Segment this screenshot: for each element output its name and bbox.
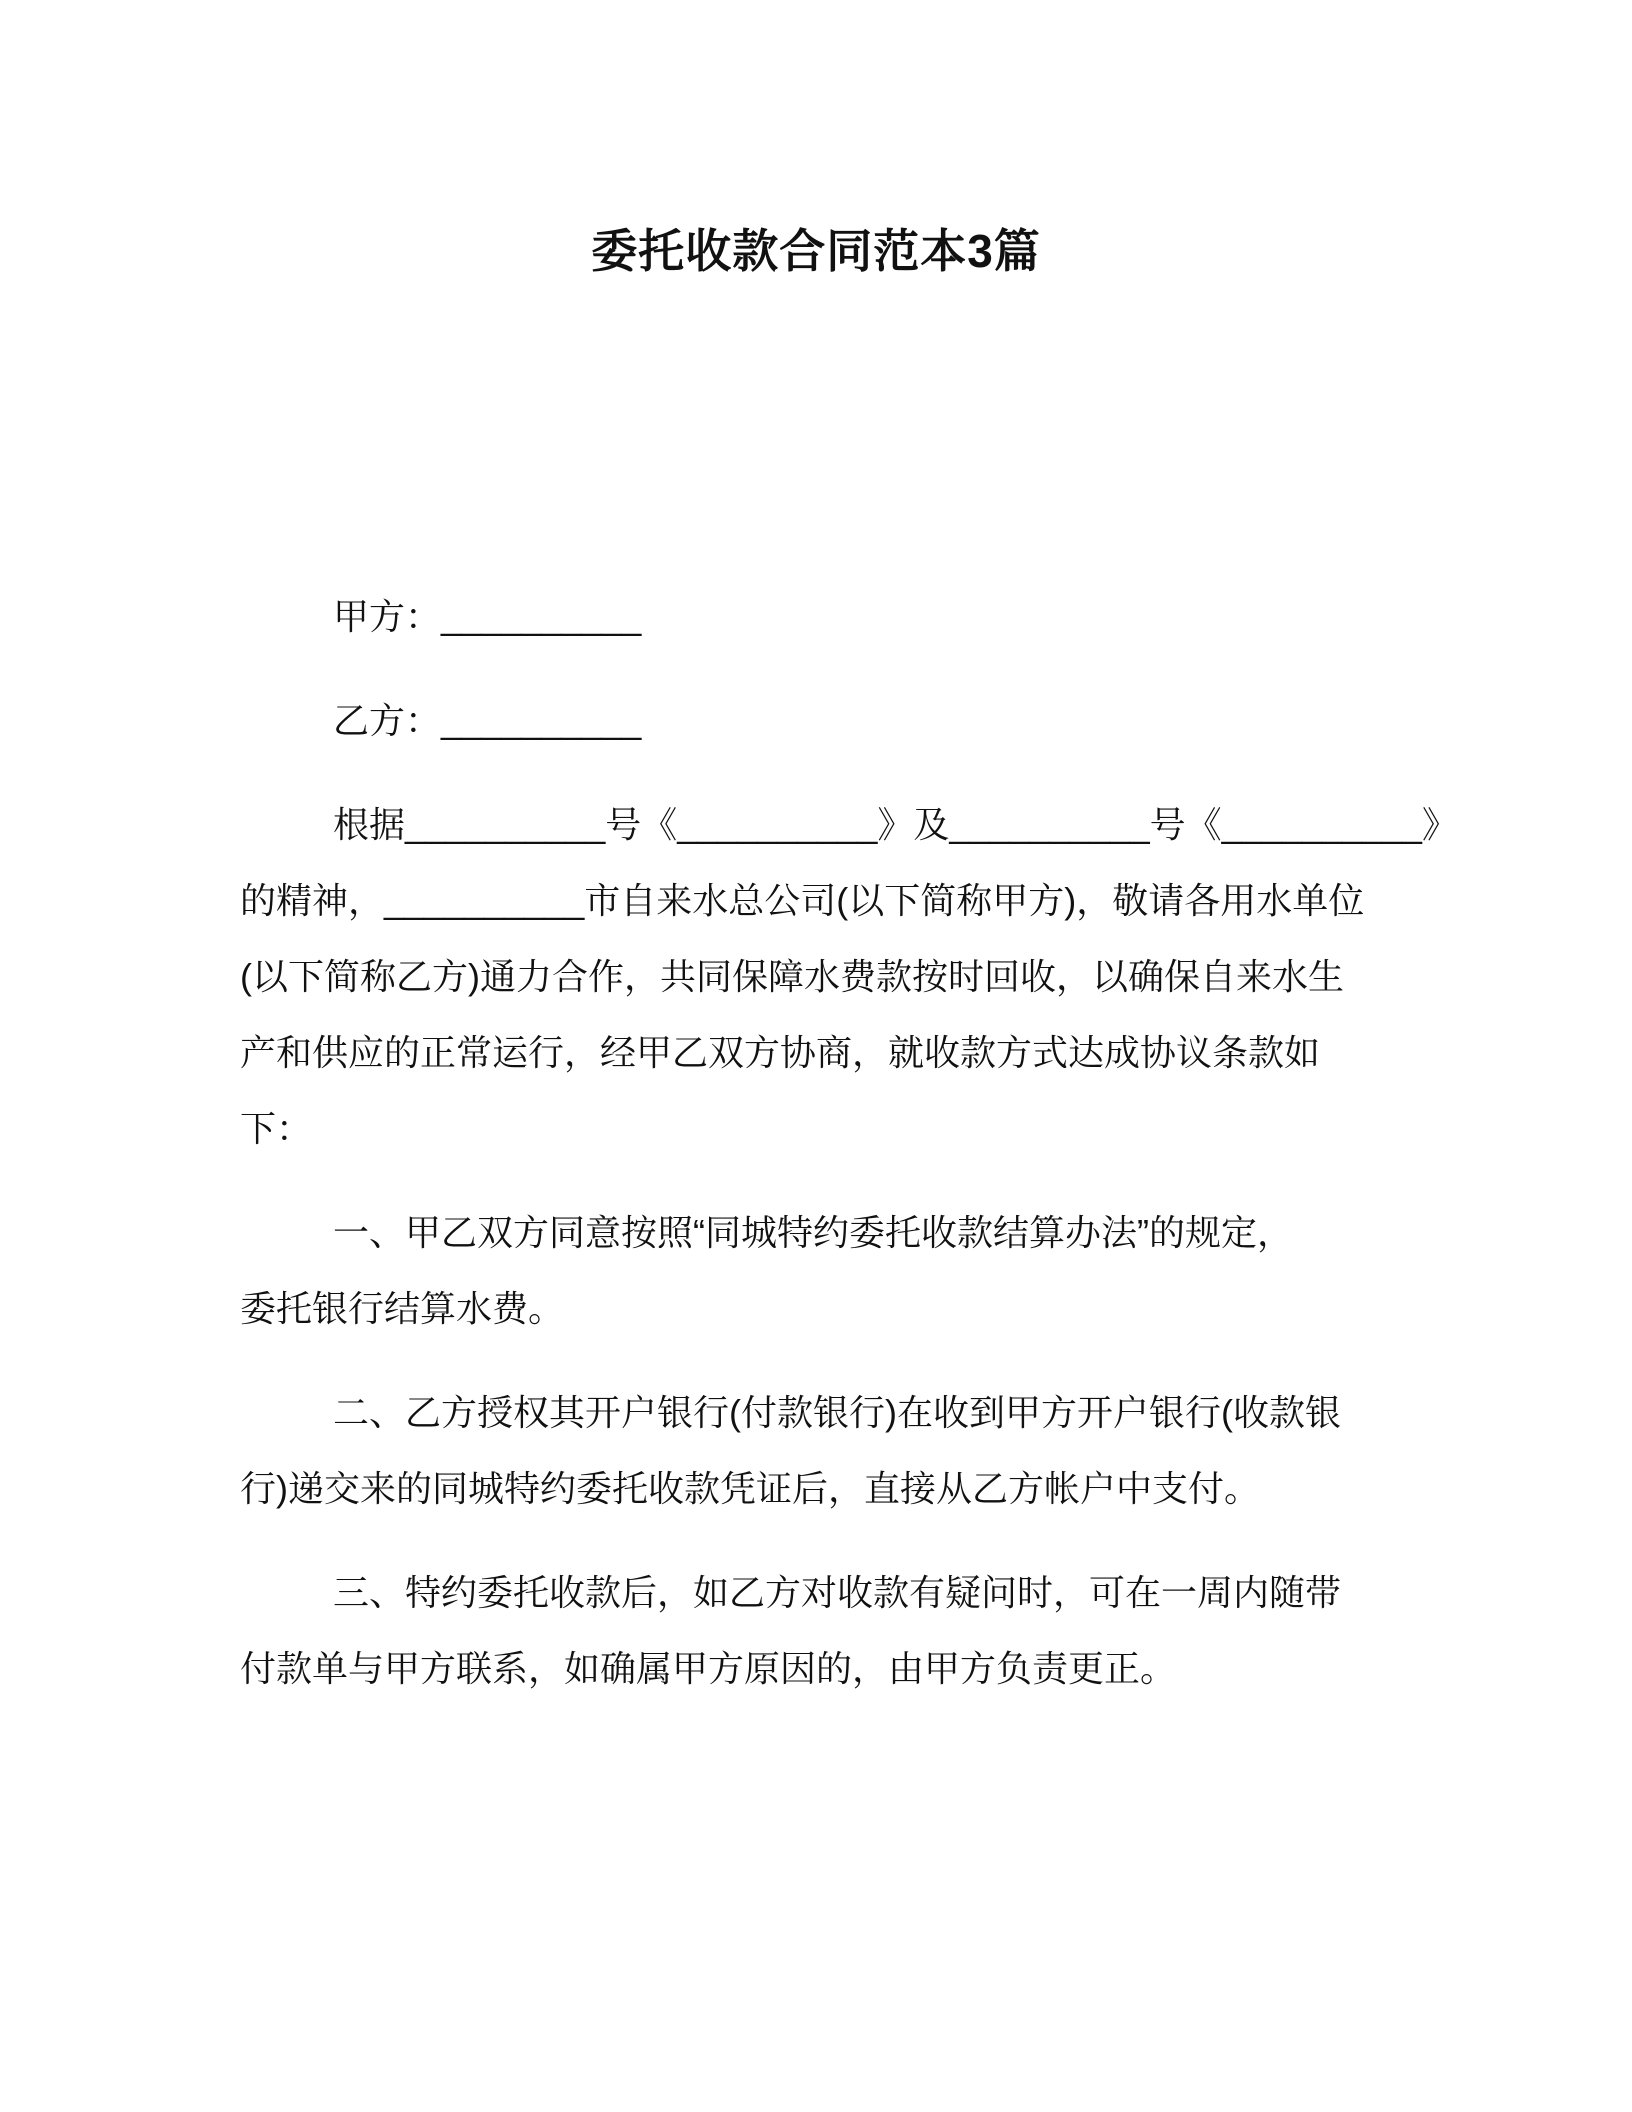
- paragraph-line: 的精神，__________市自来水总公司(以下简称甲方)，敬请各用水单位: [240, 880, 1365, 921]
- clause-3: [240, 1555, 1430, 1707]
- paragraph-line: 甲方：__________: [333, 596, 642, 637]
- paragraph-preamble: [240, 787, 1458, 1167]
- paragraph-line: 乙方：__________: [333, 700, 642, 741]
- paragraph-line: (以下简称乙方)通力合作，共同保障水费款按时回收，以确保自来水生: [240, 956, 1344, 997]
- paragraph-line: 产和供应的正常运行，经甲乙双方协商，就收款方式达成协议条款如: [240, 1032, 1321, 1073]
- paragraph-line: 一、甲乙双方同意按照“同城特约委托收款结算办法”的规定，: [333, 1212, 1293, 1253]
- paragraph-line: 下：: [240, 1108, 313, 1149]
- document-body: [240, 579, 1458, 1735]
- paragraph-line: 行)递交来的同城特约委托收款凭证后，直接从乙方帐户中支付。: [240, 1468, 1260, 1509]
- paragraph-line: 二、乙方授权其开户银行(付款银行)在收到甲方开户银行(收款银: [333, 1392, 1341, 1433]
- paragraph-line: 三、特约委托收款后，如乙方对收款有疑问时，可在一周内随带: [333, 1572, 1342, 1613]
- document-title: 委托收款合同范本3篇: [591, 225, 1041, 277]
- clause-1: [240, 1195, 1430, 1347]
- paragraph-line: 委托银行结算水费。: [240, 1288, 565, 1329]
- paragraph-party-b: [240, 683, 1430, 759]
- paragraph-line: 付款单与甲方联系，如确属甲方原因的，由甲方负责更正。: [240, 1648, 1177, 1689]
- paragraph-line: 根据__________号《__________》及__________号《__________》: [333, 804, 1458, 845]
- paragraph-party-a: [240, 579, 1430, 655]
- clause-2: [240, 1375, 1430, 1527]
